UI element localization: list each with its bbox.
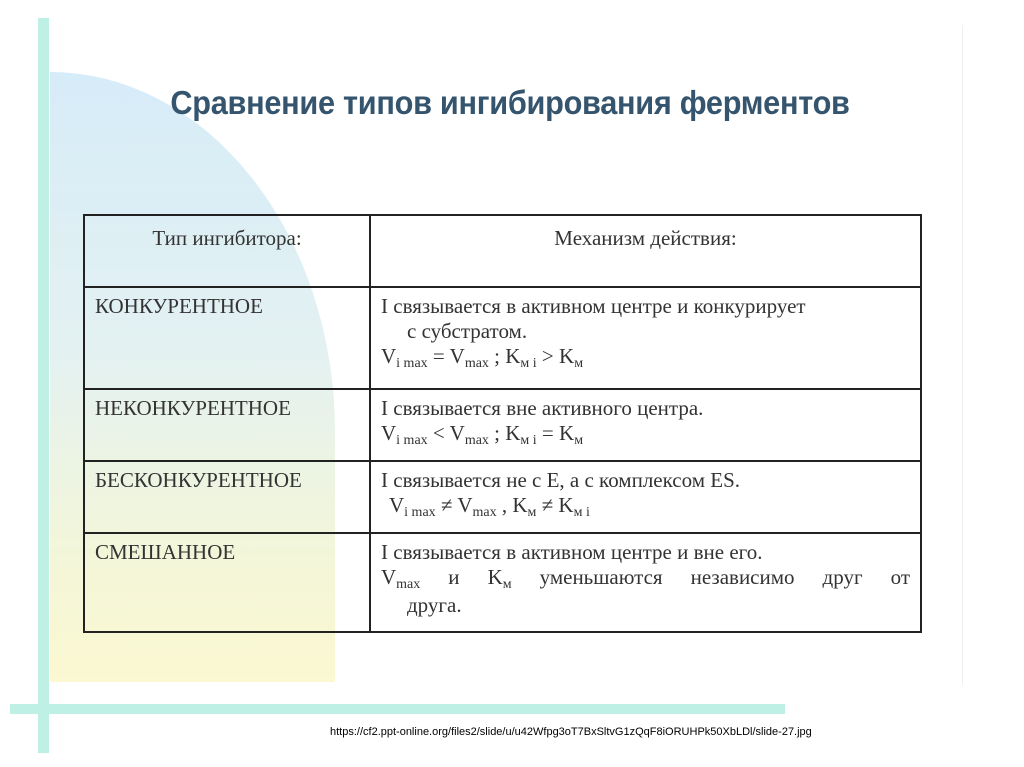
source-url[interactable]: https://cf2.ppt-online.org/files2/slide/u/u42Wfpg3oT7BxSltvG1zQqF8iORUHPk50XbLDl/slide-27.jpg (330, 726, 812, 738)
vertical-accent-bar (38, 18, 49, 753)
cell-mechanism (370, 461, 921, 533)
cell-type: БЕСКОНКУРЕНТНОЕ (84, 461, 370, 533)
cell-mechanism (370, 287, 921, 389)
formula: $V_{i max} \ne V_{max}$ , $K_м \ne K_{м i}$ (389, 493, 590, 520)
table-row (84, 287, 921, 389)
mechanism-text: I связывается в активном центре и вне его. (381, 540, 763, 564)
mechanism-text: I связывается вне активного центра. (381, 396, 704, 420)
table-row (84, 389, 921, 461)
cell-type: КОНКУРЕНТНОЕ (84, 287, 370, 389)
cell-mechanism (370, 533, 921, 632)
mechanism-text-cont: друга. (407, 593, 462, 617)
header-inhibitor-type: Тип ингибитора: (84, 215, 370, 287)
mechanism-text-cont: с субстратом. (407, 319, 528, 343)
horizontal-accent-bar (10, 704, 785, 714)
table-header-row (84, 215, 921, 287)
cell-type: СМЕШАННОЕ (84, 533, 370, 632)
formula: $V_{i max} < V_{max}$ ; $K_{м i} = K_м$ (381, 421, 584, 448)
cell-mechanism (370, 389, 921, 461)
table-row (84, 461, 921, 533)
header-mechanism: Механизм действия: (370, 215, 921, 287)
mechanism-text: I связывается в активном центре и конкурирует (381, 294, 806, 318)
inhibition-table (83, 214, 922, 633)
slide-edge-line (962, 25, 963, 685)
mechanism-text: I связывается не с Е, а с комплексом ES. (381, 468, 741, 492)
table-row (84, 533, 921, 632)
formula: $V_{i max} = V_{max}$ ; $K_{м i} > K_м$ (381, 344, 584, 371)
cell-type: НЕКОНКУРЕНТНОЕ (84, 389, 370, 461)
mechanism-justified-line: $V_{max}$ и $K_м$ уменьшаются независимо друг от (381, 565, 910, 592)
slide-title: Сравнение типов ингибирования ферментов (170, 84, 850, 121)
